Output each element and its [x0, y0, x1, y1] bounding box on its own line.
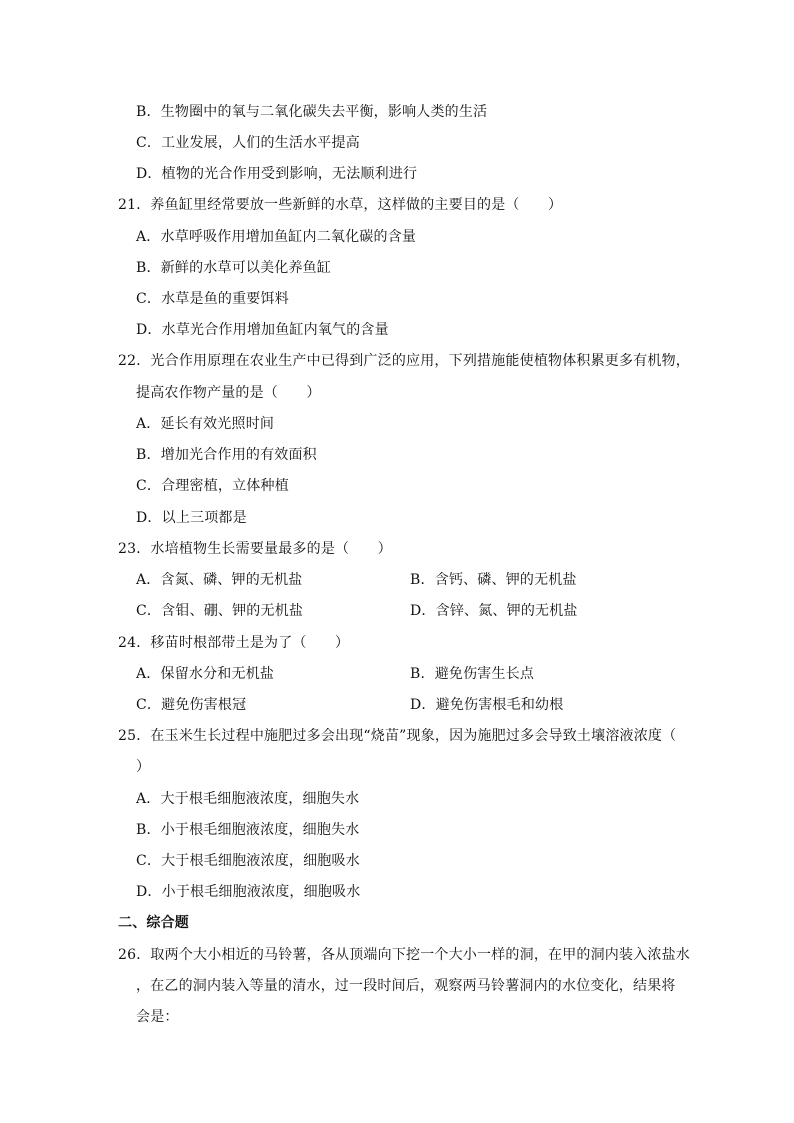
q21-option-d: D．水草光合作用增加鱼缸内氧气的含量: [136, 322, 389, 338]
q25-stem: 25．在玉米生长过程中施肥过多会出现“烧苗”现象，因为施肥过多会导致土壤溶液浓度（: [118, 728, 677, 744]
q22-option-b: B．增加光合作用的有效面积: [136, 447, 317, 463]
q22-stem: 22．光合作用原理在农业生产中已得到广泛的应用，下列措施能使植物体积累更多有机物，: [118, 353, 691, 369]
q20-option-b: B．生物圈中的氧与二氧化碳失去平衡，影响人类的生活: [136, 104, 488, 120]
q25-option-d: D．小于根毛细胞液浓度，细胞吸水: [136, 884, 361, 900]
q21-option-a: A．水草呼吸作用增加鱼缸内二氧化碳的含量: [136, 229, 417, 245]
q23-option-b: B．含钙、磷、钾的无机盐: [410, 572, 577, 588]
q24-option-b: B．避免伤害生长点: [410, 666, 535, 682]
q21-option-c: C．水草是鱼的重要饵料: [136, 291, 289, 307]
q23-option-d: D．含锌、氮、钾的无机盐: [410, 603, 578, 619]
q21-option-b: B．新鲜的水草可以美化养鱼缸: [136, 260, 332, 276]
q26-line-2: ，在乙的洞内装入等量的清水，过一段时间后，观察两马铃薯洞内的水位变化，结果将: [136, 978, 676, 994]
q22-option-a: A．延长有效光照时间: [136, 416, 275, 432]
q24-stem: 24．移苗时根部带土是为了（ ）: [118, 635, 350, 651]
q25-option-a: A．大于根毛细胞液浓度，细胞失水: [136, 791, 360, 807]
q23-option-c: C．含钼、硼、钾的无机盐: [136, 603, 304, 619]
section-heading: 二、综合题: [118, 915, 189, 931]
q24-option-d: D．避免伤害根毛和幼根: [410, 697, 564, 713]
q25-stem-continued: ）: [136, 759, 151, 775]
q23-option-a: A．含氮、磷、钾的无机盐: [136, 572, 303, 588]
q26-line-3: 会是：: [136, 1009, 179, 1025]
q25-option-b: B．小于根毛细胞液浓度，细胞失水: [136, 822, 360, 838]
q20-option-d: D．植物的光合作用受到影响，无法顺利进行: [136, 166, 418, 182]
q26-line-1: 26．取两个大小相近的马铃薯，各从顶端向下挖一个大小一样的洞，在甲的洞内装入浓盐水: [118, 947, 691, 963]
q22-option-d: D．以上三项都是: [136, 510, 247, 526]
q20-option-c: C．工业发展，人们的生活水平提高: [136, 135, 360, 151]
q24-option-c: C．避免伤害根冠: [136, 697, 247, 713]
q22-option-c: C．合理密植，立体种植: [136, 478, 289, 494]
q23-stem: 23．水培植物生长需要量最多的是（ ）: [118, 541, 392, 557]
q25-option-c: C．大于根毛细胞液浓度，细胞吸水: [136, 853, 360, 869]
q22-stem-continued: 提高农作物产量的是（ ）: [136, 385, 321, 401]
q21-stem: 21．养鱼缸里经常要放一些新鲜的水草，这样做的主要目的是（ ）: [118, 197, 563, 213]
q24-option-a: A．保留水分和无机盐: [136, 666, 275, 682]
